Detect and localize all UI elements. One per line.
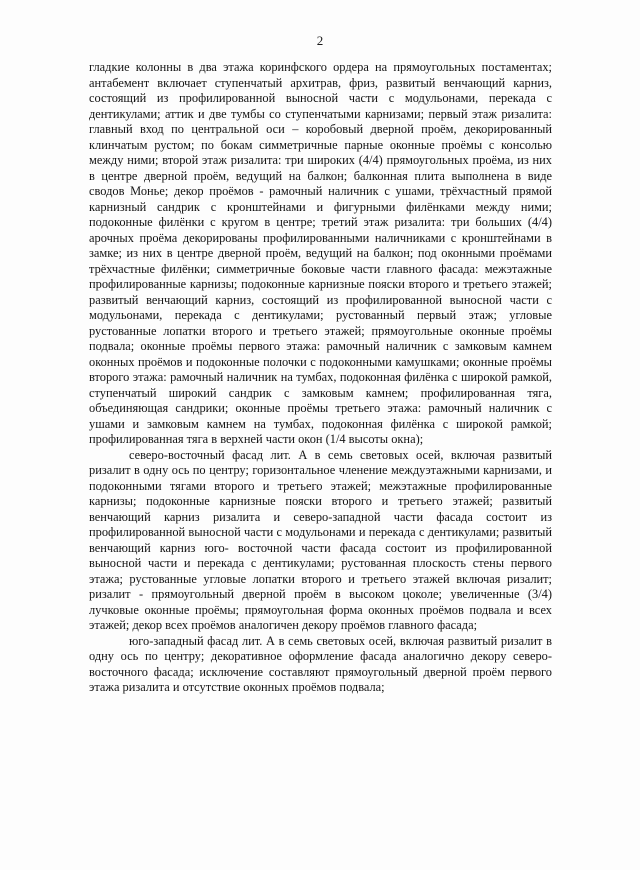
body-text bbox=[89, 60, 552, 696]
paragraph-main-facade: гладкие колонны в два этажа коринфского ордера на прямоугольных постаментах; антабемент включает ступенчатый архитрав, фриз, развитый венчающий карниз, состоящий из профилированной выносной части с модульонами, перекада с дентикулами; аттик и две тумбы со ступенчатыми карнизами; первый этаж ризалита: главный вход по центральной оси – коробовый дверной проём, декорированный клинчатым рустом; по бокам симметричные парные оконные проёмы с консолью между ними; второй этаж ризалита: три широких (4/4) прямоугольных проёма, из них в центре дверной проём, ведущий на балкон; балконная плита выполнена в виде сводов Монье; декор проёмов - рамочный наличник с ушами, трёхчастный прямой карнизный сандрик с кронштейнами и фигурными филёнками между ними; подоконные филёнки с кругом в центре; третий этаж ризалита: три больших (4/4) арочных проёма декорированы профилированными наличниками с кронштейнами в замке; из них в центре дверной проём, ведущий на балкон; под оконными проёмами трёхчастные филёнки; симметричные боковые части главного фасада: межэтажные профилированные карнизы; подоконные карнизные пояски второго и третьего этажей; развитый венчающий карниз, состоящий из профилированной выносной части с модульонами, перекада с дентикулами; рустованный первый этаж; угловые рустованные лопатки второго и третьего этажей; прямоугольные оконные проёмы подвала; оконные проёмы первого этажа: рамочный наличник с замковым камнем оконных проёмов и подоконные полочки с подоконными камушками; оконные проёмы второго этажа: рамочный наличник на тумбах, подоконная филёнка с широкой рамкой, ступенчатый широкий сандрик с замковым камнем; профилированная тяга, объединяющая сандрики; оконные проёмы третьего этажа: рамочный наличник с ушами и замковым камнем на тумбах, подоконная филёнка с широкой рамкой; профилированная тяга в верхней части окон (1/4 высоты окна); bbox=[89, 60, 552, 446]
paragraph-northeast-facade: северо-восточный фасад лит. А в семь световых осей, включая развитый ризалит в одну ось по центру; горизонтальное членение междуэтажными карнизами, и подоконными тягами второго и третьего этажей; межэтажные профилированные карнизы; подоконные карнизные пояски второго и третьего этажей; развитый венчающий карниз ризалита и северо-западной части фасада состоит из профилированной выносной части с модульонами и перекада с дентикулами; развитый венчающий карниз юго- восточной части фасада состоит из профилированной выносной части и перекада с дентикулами; рустованная плоскость стены первого этажа; рустованные угловые лопатки второго и третьего этажей включая ризалит; ризалит - прямоугольный дверной проём в высоком цоколе; увеличенные (3/4) лучковые оконные проёмы; прямоугольная форма оконных проёмов подвала и всех этажей; декор всех проёмов аналогичен декору проёмов главного фасада; bbox=[89, 447, 552, 632]
paragraph-southwest-facade: юго-западный фасад лит. А в семь световых осей, включая развитый ризалит в одну ось по центру; декоративное оформление фасада аналогично декору северо-восточного фасада; исключение составляют прямоугольный дверной проём первого этажа ризалита и отсутствие оконных проёмов подвала; bbox=[89, 633, 552, 694]
page-number: 2 bbox=[316, 33, 324, 48]
